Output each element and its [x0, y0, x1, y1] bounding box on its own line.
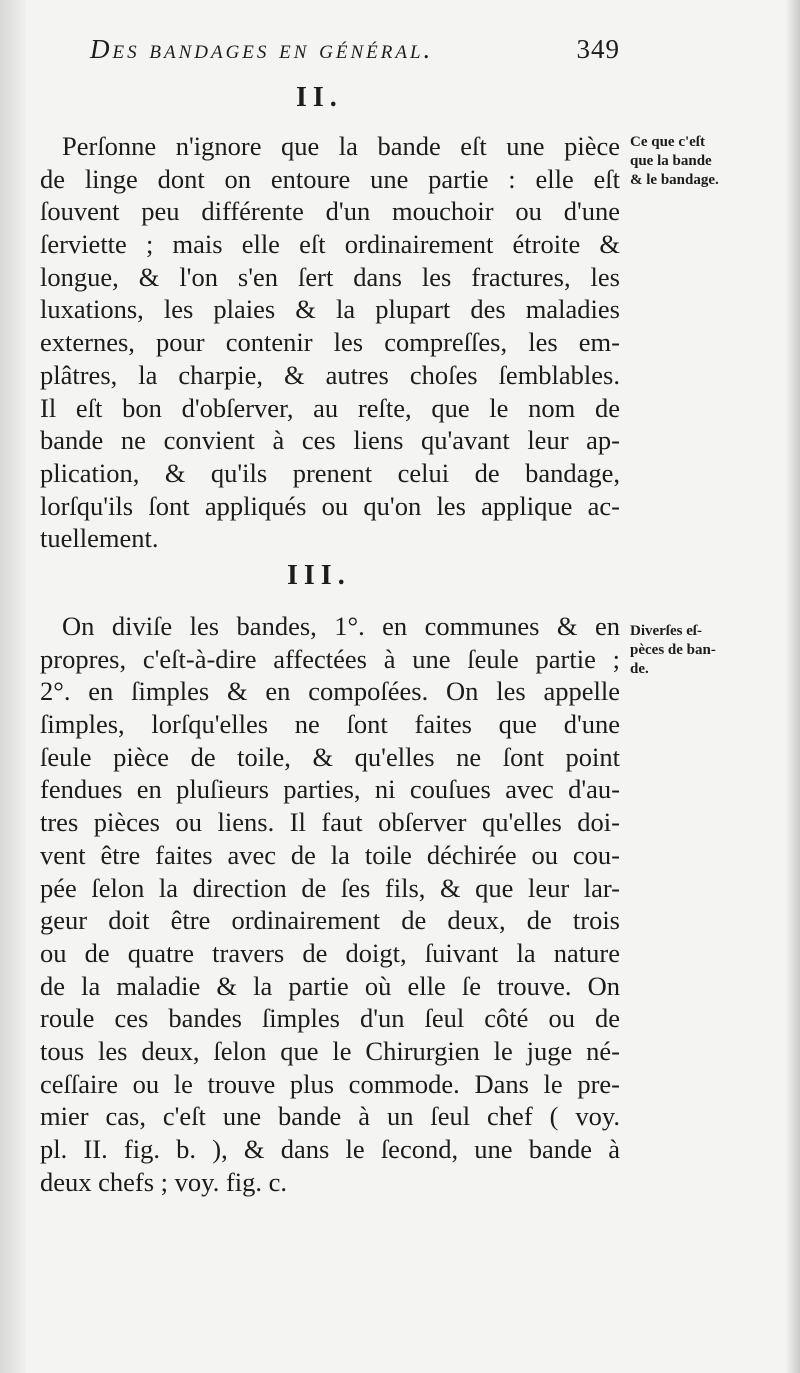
- margin-note-line: Diverſes eſ-: [630, 623, 703, 639]
- margin-note-line: pèces de ban-: [630, 642, 716, 658]
- margin-note-section-ii: [630, 133, 780, 190]
- text-line: ou de quatre travers de doigt, ſuivant la nature: [40, 937, 620, 968]
- text-line: lorſqu'ils ſont appliqués ou qu'on les applique ac-: [40, 490, 620, 521]
- margin-note-line: & le bandage.: [630, 172, 719, 188]
- text-line: geur doit être ordinairement de deux, de trois: [40, 905, 620, 936]
- text-line: tuellement.: [40, 523, 159, 554]
- page-number: 349: [576, 34, 620, 64]
- margin-note-line: Ce que c'eſt: [630, 134, 705, 150]
- text-line: deux chefs ; voy. fig. c.: [40, 1166, 288, 1197]
- text-line: luxations, les plaies & la plupart des maladies: [40, 294, 620, 325]
- section-numeral-ii: II.: [296, 82, 343, 113]
- margin-note-line: de.: [630, 661, 649, 677]
- text-line: de la maladie & la partie où elle ſe trouve. On: [40, 970, 620, 1001]
- page-edge-shadow: [786, 0, 800, 1373]
- text-line: tous les deux, ſelon que le Chirurgien le juge né-: [40, 1035, 620, 1066]
- section-iii-paragraph: [40, 610, 620, 1198]
- text-line: ſimples, lorſqu'elles ne ſont faites que d'une: [40, 709, 620, 740]
- text-line: roule ces bandes ſimples d'un ſeul côté ou de: [40, 1003, 620, 1034]
- text-line: plication, & qu'ils prenent celui de bandage,: [40, 457, 620, 488]
- text-line: pée ſelon la direction de ſes fils, & que leur lar-: [40, 872, 620, 903]
- text-line: tres pièces ou liens. Il faut obſerver qu'elles doi-: [40, 807, 620, 838]
- text-line: propres, c'eſt-à-dire affectées à une ſeule partie ;: [40, 643, 620, 674]
- text-line: ceſſaire ou le trouve plus commode. Dans le pre-: [40, 1068, 620, 1099]
- text-line: ſerviette ; mais elle eſt ordinairement étroite &: [40, 229, 620, 260]
- text-line: fendues en pluſieurs parties, ni couſues avec d'au-: [40, 774, 620, 805]
- text-line: bande ne convient à ces liens qu'avant leur ap-: [40, 425, 620, 456]
- text-line: ſeule pièce de toile, & qu'elles ne ſont point: [40, 741, 620, 772]
- text-line: pl. II. fig. b. ), & dans le ſecond, une bande à: [40, 1134, 620, 1164]
- text-line: longue, & l'on s'en ſert dans les fractures, les: [40, 261, 620, 292]
- text-line: vent être faites avec de la toile déchirée ou cou-: [40, 839, 620, 870]
- section-ii-paragraph: [40, 130, 620, 555]
- margin-note-line: que la bande: [630, 153, 712, 169]
- text-line: mier cas, c'eſt une bande à un ſeul chef ( voy.: [40, 1101, 620, 1132]
- running-title: Des bandages en général.: [90, 34, 434, 64]
- text-line: de linge dont on entoure une partie : elle eſt: [40, 163, 620, 194]
- text-line: Perſonne n'ignore que la bande eſt une pièce: [62, 131, 620, 161]
- text-line: Il eſt bon d'obſerver, au reſte, que le nom de: [40, 392, 620, 423]
- running-header: [90, 34, 620, 74]
- text-line: On diviſe les bandes, 1°. en communes & en: [62, 611, 620, 641]
- page-gutter-shadow: [0, 0, 26, 1373]
- text-line: 2°. en ſimples & en compoſées. On les appelle: [40, 676, 620, 707]
- text-line: externes, pour contenir les compreſſes, les em-: [40, 327, 620, 358]
- text-line: ſouvent peu différente d'un mouchoir ou d'une: [40, 196, 620, 227]
- text-line: plâtres, la charpie, & autres choſes ſemblables.: [40, 359, 620, 390]
- section-numeral-iii: III.: [287, 560, 351, 591]
- margin-note-section-iii: [630, 622, 780, 679]
